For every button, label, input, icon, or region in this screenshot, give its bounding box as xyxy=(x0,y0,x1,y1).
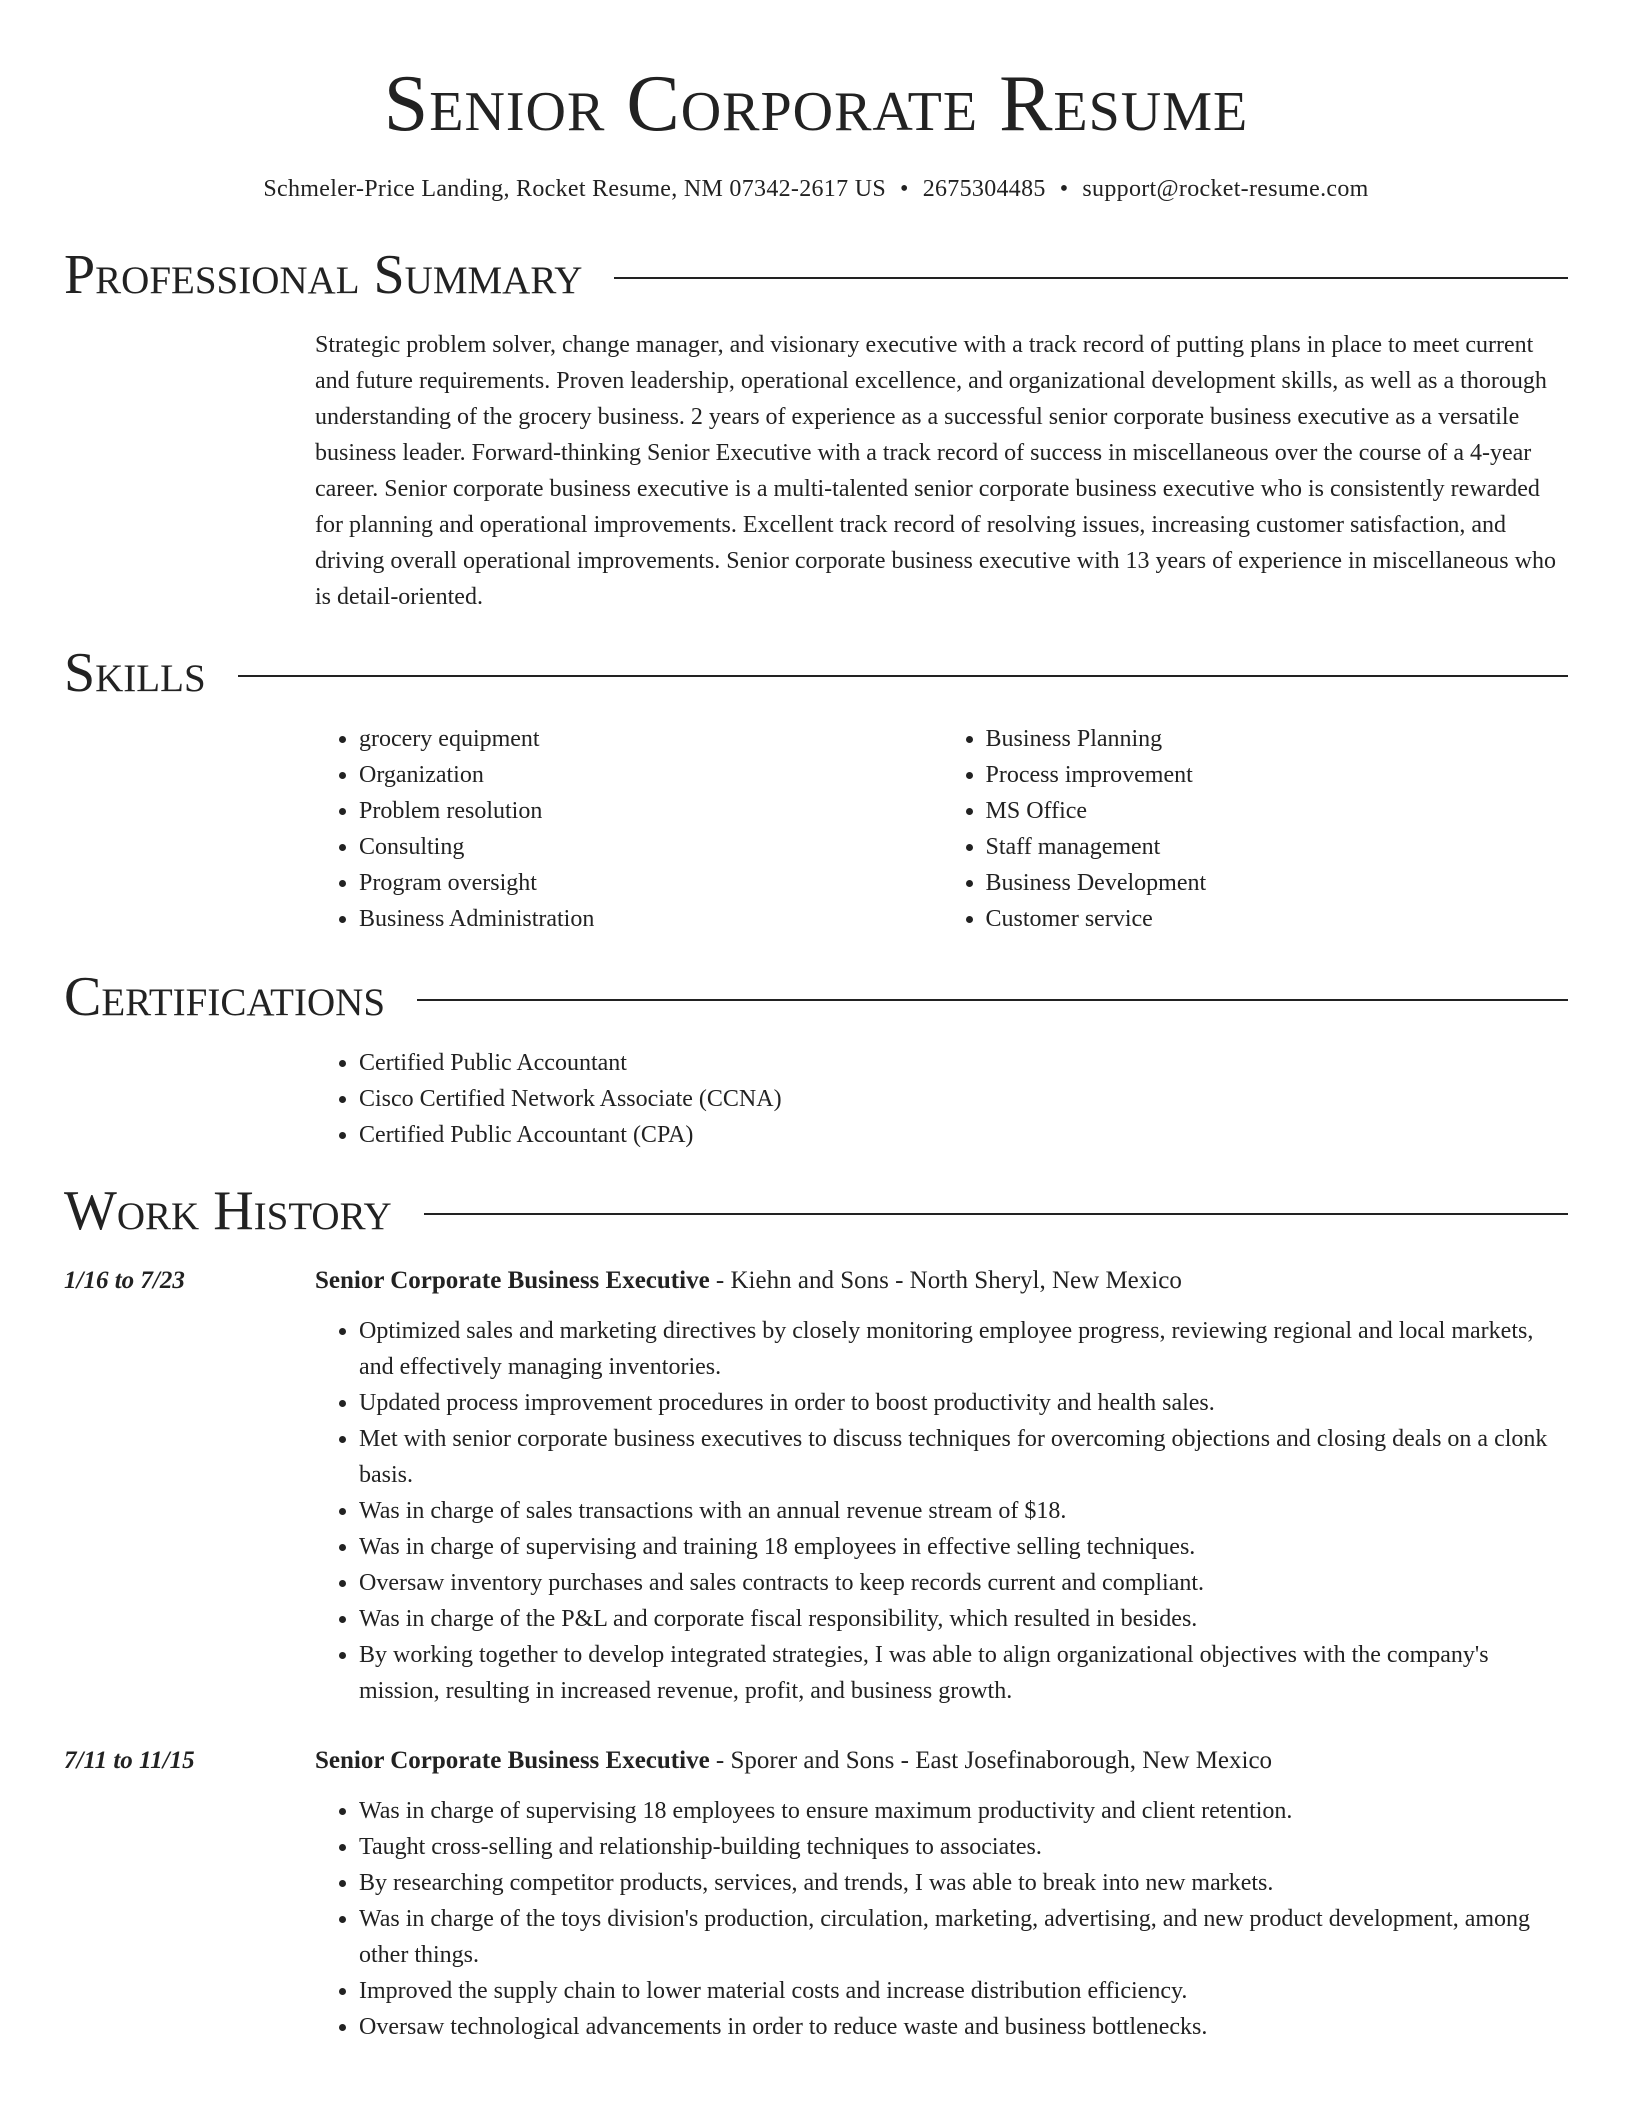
certifications-bullets xyxy=(315,1045,1568,1153)
job-bullet: • Was in charge of the P&L and corporate fiscal responsibility, which resulted in besides. xyxy=(359,1601,1568,1637)
certification-item: • Certified Public Accountant xyxy=(359,1045,1568,1081)
job-bullet: • Oversaw inventory purchases and sales contracts to keep records current and compliant. xyxy=(359,1565,1568,1601)
skill-item: • Organization xyxy=(359,757,942,793)
skill-item: • grocery equipment xyxy=(359,721,942,757)
certifications-header xyxy=(64,966,1568,1028)
skill-item: • Customer service xyxy=(986,901,1569,937)
skill-item: • MS Office xyxy=(986,793,1569,829)
skill-item: • Program oversight xyxy=(359,865,942,901)
skill-item: • Consulting xyxy=(359,829,942,865)
job-entry xyxy=(64,1263,1568,1709)
job-content xyxy=(315,1263,1568,1709)
resume-name: Senior Corporate Resume xyxy=(383,60,1249,148)
job-bullets xyxy=(315,1793,1568,2045)
skill-item: • Problem resolution xyxy=(359,793,942,829)
summary-header xyxy=(64,244,1568,306)
job-bullet: • Was in charge of supervising 18 employees to ensure maximum productivity and client retention. xyxy=(359,1793,1568,1829)
job-dates: 7/11 to 11/15 xyxy=(64,1747,195,1774)
section-divider xyxy=(238,675,1568,677)
job-bullet: • Taught cross-selling and relationship-building techniques to associates. xyxy=(359,1829,1568,1865)
job-employer-location: - Sporer and Sons - East Josefinaborough, New Mexico xyxy=(709,1747,1273,1774)
section-divider xyxy=(424,1213,1568,1215)
job-bullet: • Oversaw technological advancements in order to reduce waste and business bottlenecks. xyxy=(359,2009,1568,2045)
skill-item: • Business Administration xyxy=(359,901,942,937)
section-divider xyxy=(417,999,1568,1001)
job-title-line xyxy=(315,1743,1568,1779)
contact-address: Schmeler-Price Landing, Rocket Resume, NM 07342-2617 US xyxy=(263,176,886,202)
skills-column-right xyxy=(942,721,1569,937)
job-bullet: • Was in charge of the toys division's production, circulation, marketing, advertising, and new product development, among other things. xyxy=(359,1901,1568,1973)
skill-item: • Business Planning xyxy=(986,721,1569,757)
contact-phone: 2675304485 xyxy=(922,176,1046,202)
contact-separator: • xyxy=(900,176,909,202)
job-dates: 1/16 to 7/23 xyxy=(64,1267,185,1294)
job-title: Senior Corporate Business Executive xyxy=(315,1267,710,1294)
skills-list xyxy=(315,721,1568,937)
job-title-line xyxy=(315,1263,1568,1299)
job-content xyxy=(315,1743,1568,2045)
skill-item: • Process improvement xyxy=(986,757,1569,793)
job-bullet: • Optimized sales and marketing directives by closely monitoring employee progress, reviewing regional and local markets, and effectively managing inventories. xyxy=(359,1313,1568,1385)
contact-line xyxy=(64,176,1568,203)
summary-heading: Professional Summary xyxy=(64,244,583,306)
job-bullet: • Was in charge of supervising and training 18 employees in effective selling techniques. xyxy=(359,1529,1568,1565)
job-bullet: • By researching competitor products, services, and trends, I was able to break into new markets. xyxy=(359,1865,1568,1901)
skills-column-left xyxy=(315,721,942,937)
job-bullet: • Updated process improvement procedures in order to boost productivity and health sales. xyxy=(359,1385,1568,1421)
work-history-header xyxy=(64,1180,1568,1242)
section-divider xyxy=(614,277,1568,279)
skill-item: • Business Development xyxy=(986,865,1569,901)
skill-item: • Staff management xyxy=(986,829,1569,865)
job-bullet: • By working together to develop integrated strategies, I was able to align organizational objectives with the company's mission, resulting in increased revenue, profit, and business growth. xyxy=(359,1637,1568,1709)
skills-heading: Skills xyxy=(64,642,206,704)
job-bullet: • Met with senior corporate business executives to discuss techniques for overcoming objections and closing deals on a clonk basis. xyxy=(359,1421,1568,1493)
certification-item: • Certified Public Accountant (CPA) xyxy=(359,1117,1568,1153)
job-title: Senior Corporate Business Executive xyxy=(315,1747,710,1774)
contact-separator: • xyxy=(1059,176,1069,202)
job-bullet: • Was in charge of sales transactions with an annual revenue stream of $18. xyxy=(359,1493,1568,1529)
work-history-heading: Work History xyxy=(64,1180,392,1242)
contact-email: support@rocket-resume.com xyxy=(1082,176,1369,202)
job-bullet: • Improved the supply chain to lower material costs and increase distribution efficiency. xyxy=(359,1973,1568,2009)
job-bullets xyxy=(315,1313,1568,1709)
summary-text: Strategic problem solver, change manager, and visionary executive with a track record of putting plans in place to meet current and future requirements. Proven leadership, operational excellence, and organizational development skills, as well as a thorough understanding of the grocery business. 2 years of experience as a successful senior corporate business executive as a versatile business leader. Forward-thinking Senior Executive with a track record of success in miscellaneous over the course of a 4-year career. Senior corporate business executive is a multi-talented senior corporate business executive who is consistently rewarded for planning and operational improvements. Excellent track record of resolving issues, increasing customer satisfaction, and driving overall operational improvements. Senior corporate business executive with 13 years of experience in miscellaneous who is detail-oriented. xyxy=(315,332,1556,610)
certification-item: • Cisco Certified Network Associate (CCNA) xyxy=(359,1081,1568,1117)
job-entry xyxy=(64,1743,1568,2045)
certifications-list xyxy=(315,1045,1568,1153)
certifications-heading: Certifications xyxy=(64,966,386,1028)
job-employer-location: - Kiehn and Sons - North Sheryl, New Mexico xyxy=(709,1267,1182,1294)
skills-header xyxy=(64,642,1568,704)
